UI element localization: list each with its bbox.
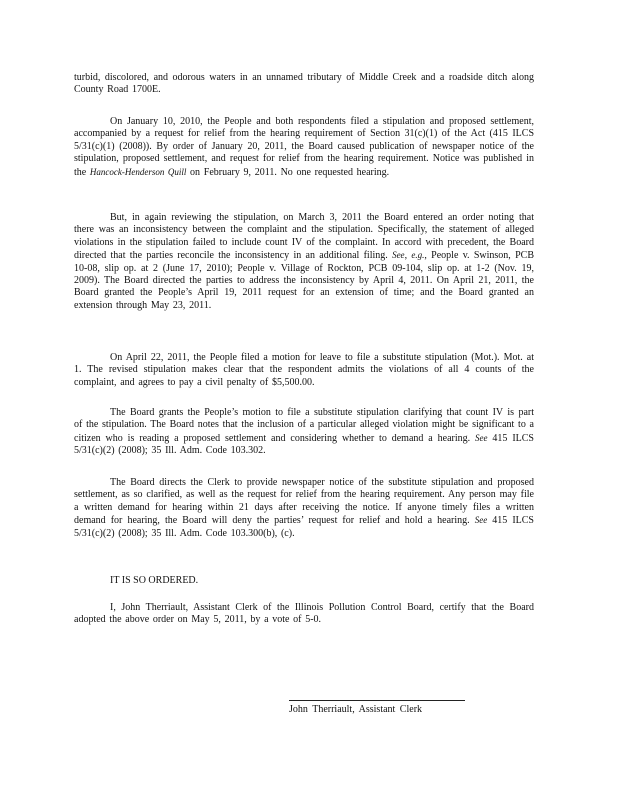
citation-signal: See (475, 432, 488, 443)
paragraph-text: turbid, discolored, and odorous waters in an unnamed tributary of Middle Creek and a roadside ditch along County Road 1700E. (74, 72, 534, 96)
paragraph-board-grants (74, 407, 534, 458)
paragraph-text: But, in again reviewing the stipulation, on March 3, 2011 the Board entered an order noting that there was an inconsistency between the complaint and the stipulation. Specifically, the statement of alleged violations in the stipulation failed to include count IV of the complaint. In accord with precedent, the Board directed that the parties reconcile the inconsistency in an additional filing. (74, 212, 534, 262)
citation-signal: See (392, 250, 405, 261)
paragraph-text: The Board directs the Clerk to provide newspaper notice of the substitute stipulation and proposed settlement, as so clarified, as well as the request for relief from the hearing requirement. Any person may file a written demand for hearing within 21 days after receiving the notice. If anyone timely files a written demand for hearing, the Board will deny the parties’ request for relief and hold a hearing. (74, 477, 534, 527)
paragraph-text: On January 10, 2010, the People and both respondents filed a stipulation and proposed settlement, accompanied by a request for relief from the hearing requirement of Section 31(c)(1) of the Act (415 ILCS 5/31(c)(1) (2008)). By order of January 20, 2011, the Board caused publication of newspaper notice of the stipulation, proposed settlement, and request for relief from the hearing requirement. Notice was published in the (74, 116, 534, 178)
citation-signal: See (474, 515, 488, 526)
certification-paragraph (74, 602, 534, 627)
paragraph-clerk-notice (74, 477, 534, 540)
paragraph-text: 415 ILCS 5/31(c)(2) (2008); 35 Ill. Adm. Code 103.302. (74, 432, 534, 457)
paragraph-text: , (404, 250, 412, 262)
paragraph-text: The Board grants the People’s motion to file a substitute stipulation clarifying that count IV is part of the stipulation. The Board notes that the inclusion of a particular alleged violation might be significant to a citizen who is reading a proposed settlement and considering whether to demand a hearing. (74, 407, 534, 444)
newspaper-name: Hancock-Henderson Quill (89, 166, 187, 177)
paragraph-stipulation-filed (74, 116, 534, 179)
paragraph-text: On April 22, 2011, the People filed a motion for leave to file a substitute stipulation (Mot.). Mot. at 1. The revised stipulation makes clear that the respondent admits the violations of all 4 counts of the complaint, and agrees to pay a civil penalty of $5,500.00. (74, 352, 534, 388)
paragraph-motion (74, 352, 534, 389)
paragraph-text: on February 9, 2011. No one requested hearing. (186, 166, 390, 178)
paragraph-continuation (74, 72, 534, 97)
ordered-statement: IT IS SO ORDERED. (110, 575, 199, 586)
signature-name: John Therriault, Assistant Clerk (289, 704, 423, 715)
paragraph-inconsistency (74, 212, 534, 312)
citation-signal: e.g. (411, 250, 425, 261)
paragraph-text: 415 ILCS 5/31(c)(2) (2008); 35 Ill. Adm. Code 103.300(b), (c). (74, 515, 534, 539)
signature-line (289, 700, 465, 701)
paragraph-text: , People v. Swinson, PCB 10-08, slip op. at 2 (June 17, 2010); People v. Village of Rockton, PCB 09-104, slip op. at 1-2 (Nov. 19, 2009). The Board directed the parties to address the inconsistency by April 4, 2011. On April 21, 2011, the Board granted the People’s April 19, 2011 request for an extension of time; and the Board granted an extension through May 23, 2011. (74, 250, 535, 311)
paragraph-text: I, John Therriault, Assistant Clerk of the Illinois Pollution Control Board, certify that the Board adopted the above order on May 5, 2011, by a vote of 5-0. (74, 602, 534, 626)
